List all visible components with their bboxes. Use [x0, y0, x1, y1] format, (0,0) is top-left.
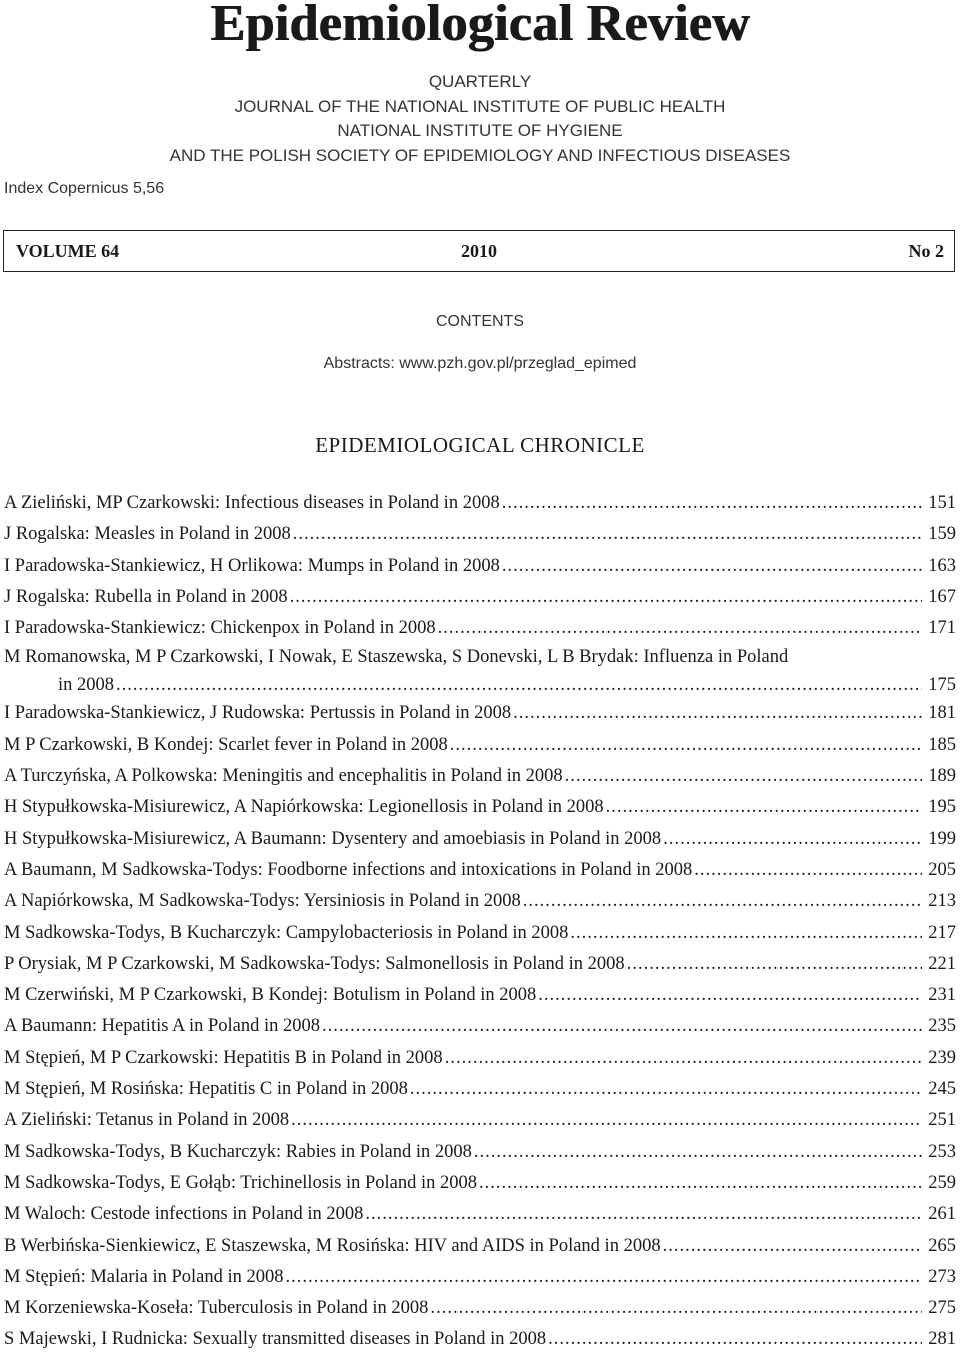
- dot-leader: [663, 1231, 922, 1262]
- toc-entry-title: A Baumann: Hepatitis A in Poland in 2008: [4, 1016, 321, 1037]
- toc-entry-title: M P Czarkowski, B Kondej: Scarlet fever in Poland in 2008: [4, 734, 448, 755]
- toc-entry[interactable]: [4, 644, 956, 698]
- toc-entry[interactable]: [4, 824, 956, 855]
- dot-leader: [513, 698, 922, 729]
- contents-heading: CONTENTS: [436, 313, 524, 330]
- dot-leader: [293, 519, 922, 550]
- toc-entry[interactable]: [4, 519, 956, 550]
- dot-leader: [502, 488, 922, 519]
- toc-entry-title: H Stypułkowska-Misiurewicz, A Baumann: Dysentery and amoebiasis in Poland in 2008: [4, 828, 662, 849]
- toc-entry-title: M Waloch: Cestode infections in Poland in 2008: [4, 1204, 364, 1225]
- toc-entry[interactable]: [4, 980, 956, 1011]
- dot-leader: [290, 582, 922, 613]
- toc-entry[interactable]: [4, 886, 956, 917]
- toc-entry-title: B Werbińska-Sienkiewicz, E Staszewska, M Rosińska: HIV and AIDS in Poland in 2008: [4, 1235, 661, 1256]
- dot-leader: [479, 1168, 922, 1199]
- dot-leader: [291, 1105, 922, 1136]
- toc-entry[interactable]: [4, 1074, 956, 1105]
- issue-number: No 2: [908, 241, 944, 261]
- toc-entry-title: M Romanowska, M P Czarkowski, I Nowak, E Staszewska, S Donevski, L B Brydak: Influenza in Poland: [4, 647, 789, 668]
- toc-entry-title: M Czerwiński, M P Czarkowski, B Kondej: Botulism in Poland in 2008: [4, 985, 537, 1006]
- toc-page-number: 151: [928, 493, 956, 513]
- toc-entry[interactable]: [4, 582, 956, 613]
- toc-entry[interactable]: [4, 761, 956, 792]
- toc-page-number: 189: [928, 766, 956, 787]
- toc-page-number: 275: [928, 1298, 956, 1319]
- toc-entry[interactable]: [4, 698, 956, 729]
- toc-page-number: 253: [928, 1141, 956, 1162]
- dot-leader: [365, 1199, 922, 1230]
- toc-page-number: 213: [928, 891, 956, 912]
- toc-entry[interactable]: [4, 1137, 956, 1168]
- masthead-line: JOURNAL OF THE NATIONAL INSTITUTE OF PUBLIC HEALTH: [234, 96, 726, 116]
- toc-page-number: 217: [928, 922, 956, 943]
- toc-page-number: 239: [928, 1047, 956, 1068]
- toc-entry-title: I Paradowska-Stankiewicz, J Rudowska: Pertussis in Poland in 2008: [4, 703, 512, 724]
- issue-info-box: [3, 230, 955, 272]
- toc-entry-title: I Paradowska-Stankiewicz: Chickenpox in Poland in 2008: [4, 618, 436, 639]
- toc-entry-title: M Stępień, M P Czarkowski: Hepatitis B in Poland in 2008: [4, 1047, 443, 1068]
- toc-entry-title: M Sadkowska-Todys, B Kucharczyk: Rabies in Poland in 2008: [4, 1141, 472, 1162]
- toc-page-number: 265: [928, 1235, 956, 1256]
- index-copernicus: Index Copernicus 5,56: [4, 180, 165, 197]
- toc-page-number: 199: [928, 828, 956, 849]
- toc-entry-title: I Paradowska-Stankiewicz, H Orlikowa: Mumps in Poland in 2008: [4, 555, 500, 576]
- toc-entry-title: M Stępień: Malaria in Poland in 2008: [4, 1266, 284, 1287]
- toc-entry-title: S Majewski, I Rudnicka: Sexually transmitted diseases in Poland in 2008: [4, 1329, 547, 1350]
- toc-entry[interactable]: [4, 551, 956, 582]
- dot-leader: [627, 949, 922, 980]
- toc-entry-title: A Turczyńska, A Polkowska: Meningitis and encephalitis in Poland in 2008: [4, 766, 563, 787]
- toc-entry-title: A Baumann, M Sadkowska-Todys: Foodborne infections and intoxications in Poland in 2008: [4, 859, 693, 880]
- toc-entry[interactable]: [4, 792, 956, 823]
- masthead: [0, 70, 960, 168]
- toc-entry-title-continued: in 2008: [58, 675, 115, 696]
- toc-entry-title: A Napiórkowska, M Sadkowska-Todys: Yersiniosis in Poland in 2008: [4, 891, 521, 912]
- dot-leader: [438, 613, 922, 644]
- journal-title: Epidemiological Review: [210, 0, 750, 52]
- abstracts-link[interactable]: Abstracts: www.pzh.gov.pl/przeglad_epimed: [323, 355, 637, 372]
- toc-entry[interactable]: [4, 1293, 956, 1324]
- toc-entry-title: M Korzeniewska-Koseła: Tuberculosis in Poland in 2008: [4, 1298, 429, 1319]
- toc-entry[interactable]: [4, 1324, 956, 1355]
- toc-entry[interactable]: [4, 1043, 956, 1074]
- toc-entry-title: M Sadkowska-Todys, B Kucharczyk: Campylobacteriosis in Poland in 2008: [4, 922, 569, 943]
- dot-leader: [663, 824, 922, 855]
- toc-page-number: 205: [928, 859, 956, 880]
- dot-leader: [474, 1137, 922, 1168]
- toc-page-number: 163: [928, 555, 956, 576]
- dot-leader: [450, 730, 922, 761]
- dot-leader: [430, 1293, 922, 1324]
- toc-entry[interactable]: [4, 918, 956, 949]
- toc-entry[interactable]: [4, 1168, 956, 1199]
- toc-page-number: 221: [928, 953, 956, 974]
- toc-entry[interactable]: [4, 488, 956, 519]
- toc-page-number: 231: [928, 985, 956, 1006]
- dot-leader: [286, 1262, 922, 1293]
- toc-page-number: 273: [928, 1266, 956, 1287]
- dot-leader: [523, 886, 922, 917]
- dot-leader: [502, 551, 922, 582]
- toc-page-number: 251: [928, 1110, 956, 1131]
- toc-page-number: 181: [928, 703, 956, 724]
- toc-page-number: 175: [928, 675, 956, 696]
- toc-page-number: 281: [928, 1329, 956, 1350]
- toc-page-number: 167: [928, 586, 956, 607]
- dot-leader: [538, 980, 922, 1011]
- dot-leader: [565, 761, 922, 792]
- toc-page-number: 259: [928, 1172, 956, 1193]
- toc-entry-title: J Rogalska: Rubella in Poland in 2008: [4, 586, 288, 607]
- toc-entry[interactable]: [4, 855, 956, 886]
- dot-leader: [322, 1011, 922, 1042]
- toc-entry-title: P Orysiak, M P Czarkowski, M Sadkowska-Todys: Salmonellosis in Poland in 2008: [4, 953, 625, 974]
- toc-page-number: 235: [928, 1016, 956, 1037]
- dot-leader: [548, 1324, 922, 1355]
- toc-entry[interactable]: [4, 730, 956, 761]
- dot-leader: [445, 1043, 922, 1074]
- toc-page-number: 185: [928, 734, 956, 755]
- toc-page-number: 159: [928, 524, 956, 545]
- toc-page-number: 171: [928, 618, 956, 639]
- dot-leader: [410, 1074, 922, 1105]
- toc-entry[interactable]: [4, 1262, 956, 1293]
- toc-page-number: 261: [928, 1204, 956, 1225]
- masthead-line: AND THE POLISH SOCIETY OF EPIDEMIOLOGY AND INFECTIOUS DISEASES: [169, 145, 791, 165]
- toc-entry-title: A Zieliński, MP Czarkowski: Infectious diseases in Poland in 2008: [4, 493, 500, 513]
- toc-page-number: 195: [928, 797, 956, 818]
- toc-entry-title: A Zieliński: Tetanus in Poland in 2008: [4, 1110, 290, 1131]
- masthead-line: QUARTERLY: [428, 72, 532, 91]
- table-of-contents: [4, 488, 956, 1356]
- toc-entry-title: H Stypułkowska-Misiurewicz, A Napiórkowska: Legionellosis in Poland in 2008: [4, 797, 604, 818]
- toc-entry-title: M Sadkowska-Todys, E Gołąb: Trichinellosis in Poland in 2008: [4, 1172, 478, 1193]
- toc-page-number: 245: [928, 1079, 956, 1100]
- issue-volume: VOLUME 64: [16, 241, 120, 261]
- toc-entry[interactable]: [4, 613, 956, 644]
- toc-entry-title: J Rogalska: Measles in Poland in 2008: [4, 524, 291, 545]
- toc-entry-title: M Stępień, M Rosińska: Hepatitis C in Poland in 2008: [4, 1079, 408, 1100]
- toc-entry[interactable]: [4, 1011, 956, 1042]
- dot-leader: [116, 672, 922, 698]
- toc-entry[interactable]: [4, 1231, 956, 1262]
- issue-year: 2010: [461, 241, 497, 261]
- toc-entry[interactable]: [4, 1105, 956, 1136]
- toc-entry[interactable]: [4, 1199, 956, 1230]
- toc-entry[interactable]: [4, 949, 956, 980]
- masthead-line: NATIONAL INSTITUTE OF HYGIENE: [337, 121, 623, 140]
- dot-leader: [694, 855, 922, 886]
- dot-leader: [606, 792, 922, 823]
- section-heading: EPIDEMIOLOGICAL CHRONICLE: [315, 433, 645, 457]
- dot-leader: [570, 918, 922, 949]
